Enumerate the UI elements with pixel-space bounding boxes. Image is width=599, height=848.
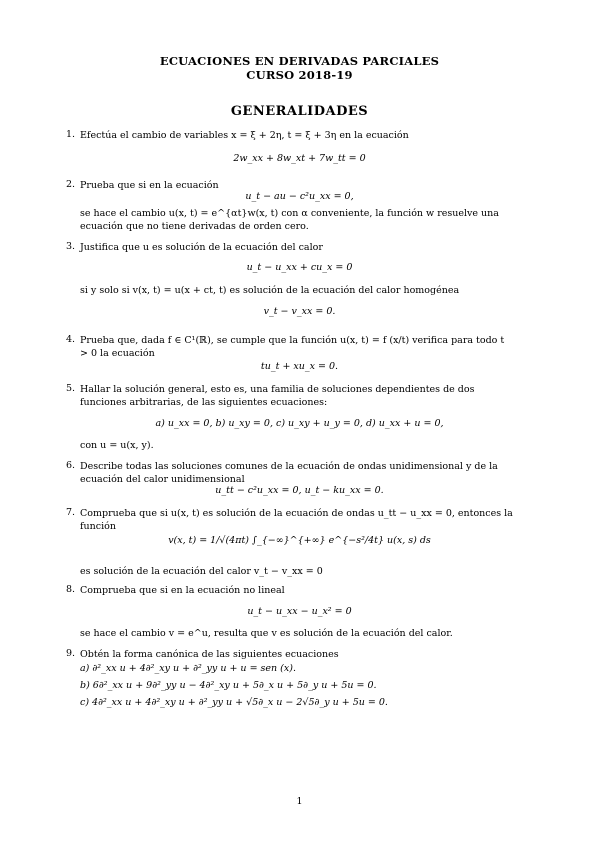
problem-9-item-c: c) 4∂²_xx u + 4∂²_xy u + ∂²_yy u + √5∂_x u − 2√5∂_y u + 5u = 0. (80, 697, 388, 708)
problem-2-after: se hace el cambio u(x, t) = e^{αt}w(x, t) con α conveniente, la función w resuelve una ecuación que no tiene derivadas de orden cero. (80, 208, 499, 232)
section-heading: GENERALIDADES (230, 104, 369, 119)
problem-4-number: 4. (66, 334, 76, 345)
problem-5-equation: a) u_xx = 0, b) u_xy = 0, c) u_xy + u_y = 0, d) u_xx + u = 0, (155, 418, 444, 429)
problem-7-equation: v(x, t) = 1/√(4πt) ∫_{−∞}^{+∞} e^{−s²/4t} u(x, s) ds (168, 535, 431, 546)
problem-2-text: Prueba que si en la ecuación (80, 180, 219, 191)
problem-3-equation-2: v_t − v_xx = 0. (263, 306, 336, 317)
problem-6-text: Describe todas las soluciones comunes de la ecuación de ondas unidimensional y de la ecuación del calor unidimensional (80, 461, 498, 485)
document-subtitle: CURSO 2018-19 (246, 68, 353, 82)
problem-8-text: Comprueba que si en la ecuación no lineal (80, 585, 285, 596)
problem-9-item-a: a) ∂²_xx u + 4∂²_xy u + ∂²_yy u + u = sen (x). (80, 663, 296, 674)
problem-6-number: 6. (66, 460, 76, 471)
problem-3-text: Justifica que u es solución de la ecuación del calor (80, 242, 323, 253)
problem-4-text: Prueba que, dada f ∈ C¹(ℝ), se cumple que la función u(x, t) = f (x/t) verifica para todo t > 0 la ecuación (80, 335, 505, 359)
problem-3-number: 3. (66, 241, 76, 252)
problem-9-item-b: b) 6∂²_xx u + 9∂²_yy u − 4∂²_xy u + 5∂_x u + 5∂_y u + 5u = 0. (80, 680, 377, 691)
document-title: ECUACIONES EN DERIVADAS PARCIALES (159, 54, 440, 68)
problem-8-number: 8. (66, 584, 76, 595)
problem-4-equation: tu_t + xu_x = 0. (260, 361, 339, 372)
problem-7-after: es solución de la ecuación del calor v_t − v_xx = 0 (80, 566, 323, 577)
problem-7-number: 7. (66, 507, 76, 518)
problem-6-equation: u_tt − c²u_xx = 0, u_t − ku_xx = 0. (215, 485, 384, 496)
problem-2-equation: u_t − au − c²u_xx = 0, (245, 191, 354, 202)
problem-9-number: 9. (66, 648, 76, 659)
problem-5-number: 5. (66, 383, 76, 394)
problem-5-after: con u = u(x, y). (80, 440, 154, 451)
problem-9-text: Obtén la forma canónica de las siguientes ecuaciones (80, 649, 339, 660)
problem-1-number: 1. (66, 129, 76, 140)
problem-1-text: Efectúa el cambio de variables x = ξ + 2η, t = ξ + 3η en la ecuación (80, 130, 409, 141)
page-number: 1 (296, 796, 303, 807)
problem-8-after: se hace el cambio v = e^u, resulta que v es solución de la ecuación del calor. (80, 628, 453, 639)
problem-5-text: Hallar la solución general, esto es, una familia de soluciones dependientes de dos funciones arbitrarias, de las siguientes ecuaciones: (80, 384, 475, 408)
problem-8-equation: u_t − u_xx − u_x² = 0 (247, 606, 352, 617)
problem-2-number: 2. (66, 179, 76, 190)
problem-1-equation: 2w_xx + 8w_xt + 7w_tt = 0 (233, 153, 366, 164)
problem-7-text: Comprueba que si u(x, t) es solución de la ecuación de ondas u_tt − u_xx = 0, entonces la función (80, 508, 513, 532)
problem-3-after: si y solo si v(x, t) = u(x + ct, t) es solución de la ecuación del calor homogénea (80, 285, 460, 296)
problem-3-equation: u_t − u_xx + cu_x = 0 (246, 262, 353, 273)
